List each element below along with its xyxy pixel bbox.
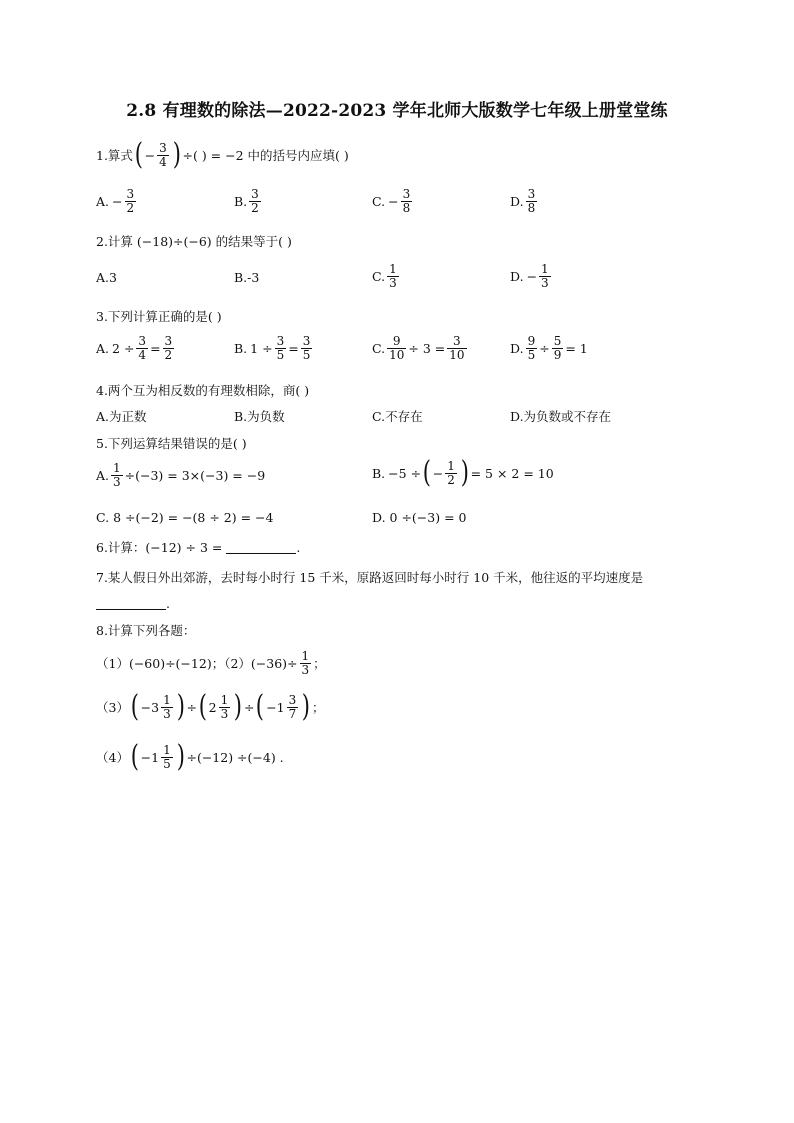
q7-answer-line: . <box>96 596 170 611</box>
q1-option-b[interactable]: B. $\frac{3}{2}$ <box>234 187 259 215</box>
q1-prefix: 1.算式 <box>96 148 133 163</box>
q5-option-a[interactable]: A. $\frac{1}{3}$ ÷(−3) = 3×(−3) = −9 <box>96 461 266 489</box>
q1-fraction: $\frac{3}{4}$ <box>159 140 167 169</box>
question-6: 6.计算：(−12) ÷ 3 = . <box>96 539 301 555</box>
q1-option-c[interactable]: C. − $\frac{3}{8}$ <box>372 187 411 215</box>
q3-option-b[interactable]: B. 1 ÷ $\frac{3}{5}$ = $\frac{3}{5}$ <box>234 334 311 362</box>
q6-answer-blank[interactable] <box>226 541 296 554</box>
q2-option-a[interactable]: A.3 <box>96 270 117 285</box>
q3-option-a[interactable]: A. 2 ÷ $\frac{3}{4}$ = $\frac{3}{2}$ <box>96 334 173 362</box>
q5-option-c[interactable]: C. 8 ÷(−2) = −(8 ÷ 2) = −4 <box>96 510 274 525</box>
q2-option-b[interactable]: B.-3 <box>234 270 260 285</box>
question-8: 8.计算下列各题： <box>96 623 196 638</box>
q1-option-d[interactable]: D. $\frac{3}{8}$ <box>510 187 536 215</box>
q4-option-a[interactable]: A.为正数 <box>96 409 147 424</box>
q2-option-c[interactable]: C. $\frac{1}{3}$ <box>372 262 397 290</box>
q1-option-a[interactable]: A. − $\frac{3}{2}$ <box>96 187 135 215</box>
q5-option-d[interactable]: D. 0 ÷(−3) = 0 <box>372 510 467 525</box>
q4-option-b[interactable]: B.为负数 <box>234 409 285 424</box>
question-4: 4.两个互为相反数的有理数相除，商( ) <box>96 383 310 398</box>
q4-option-c[interactable]: C.不存在 <box>372 409 423 424</box>
q7-answer-blank[interactable] <box>96 597 166 610</box>
q1-rest: ÷( ) = −2 中的括号内应填( ) <box>182 148 349 163</box>
question-2: 2.计算 (−18)÷(−6) 的结果等于( ) <box>96 234 292 249</box>
q8-parts-1-2: （1）(−60)÷(−12)；（2）(−36)÷ $\frac{1}{3}$ ； <box>96 649 326 677</box>
q8-part-3: （3） ( −3 $\frac{1}{3}$ ) ÷ ( 2 $\frac{1}{3}$ ) ÷ ( −1 $\frac{3}{7}$ ) ； <box>96 689 325 724</box>
question-7: 7.某人假日外出郊游，去时每小时行 15 千米，原路返回时每小时行 10 千米，他往返的平均速度是 <box>96 570 644 585</box>
question-3: 3.下列计算正确的是( ) <box>96 309 222 324</box>
q2-option-d[interactable]: D. − $\frac{1}{3}$ <box>510 262 549 290</box>
q5-option-b[interactable]: B. −5 ÷ ( − $\frac{1}{2}$ ) = 5 × 2 = 10 <box>372 455 554 490</box>
q3-option-d[interactable]: D. $\frac{9}{5}$ ÷ $\frac{5}{9}$ = 1 <box>510 334 588 362</box>
q1-paren-fraction: ( − $\frac{3}{4}$ ) <box>134 137 181 172</box>
q4-option-d[interactable]: D.为负数或不存在 <box>510 409 612 424</box>
question-1 <box>96 137 349 172</box>
question-5: 5.下列运算结果错误的是( ) <box>96 436 247 451</box>
page-title: 2.8 有理数的除法—2022-2023 学年北师大版数学七年级上册堂堂练 <box>126 101 668 121</box>
q8-part-4: （4） ( −1 $\frac{1}{5}$ ) ÷(−12) ÷(−4) . <box>96 739 284 774</box>
q3-option-c[interactable]: C. $\frac{9}{10}$ ÷ 3 = $\frac{3}{10}$ <box>372 334 465 362</box>
